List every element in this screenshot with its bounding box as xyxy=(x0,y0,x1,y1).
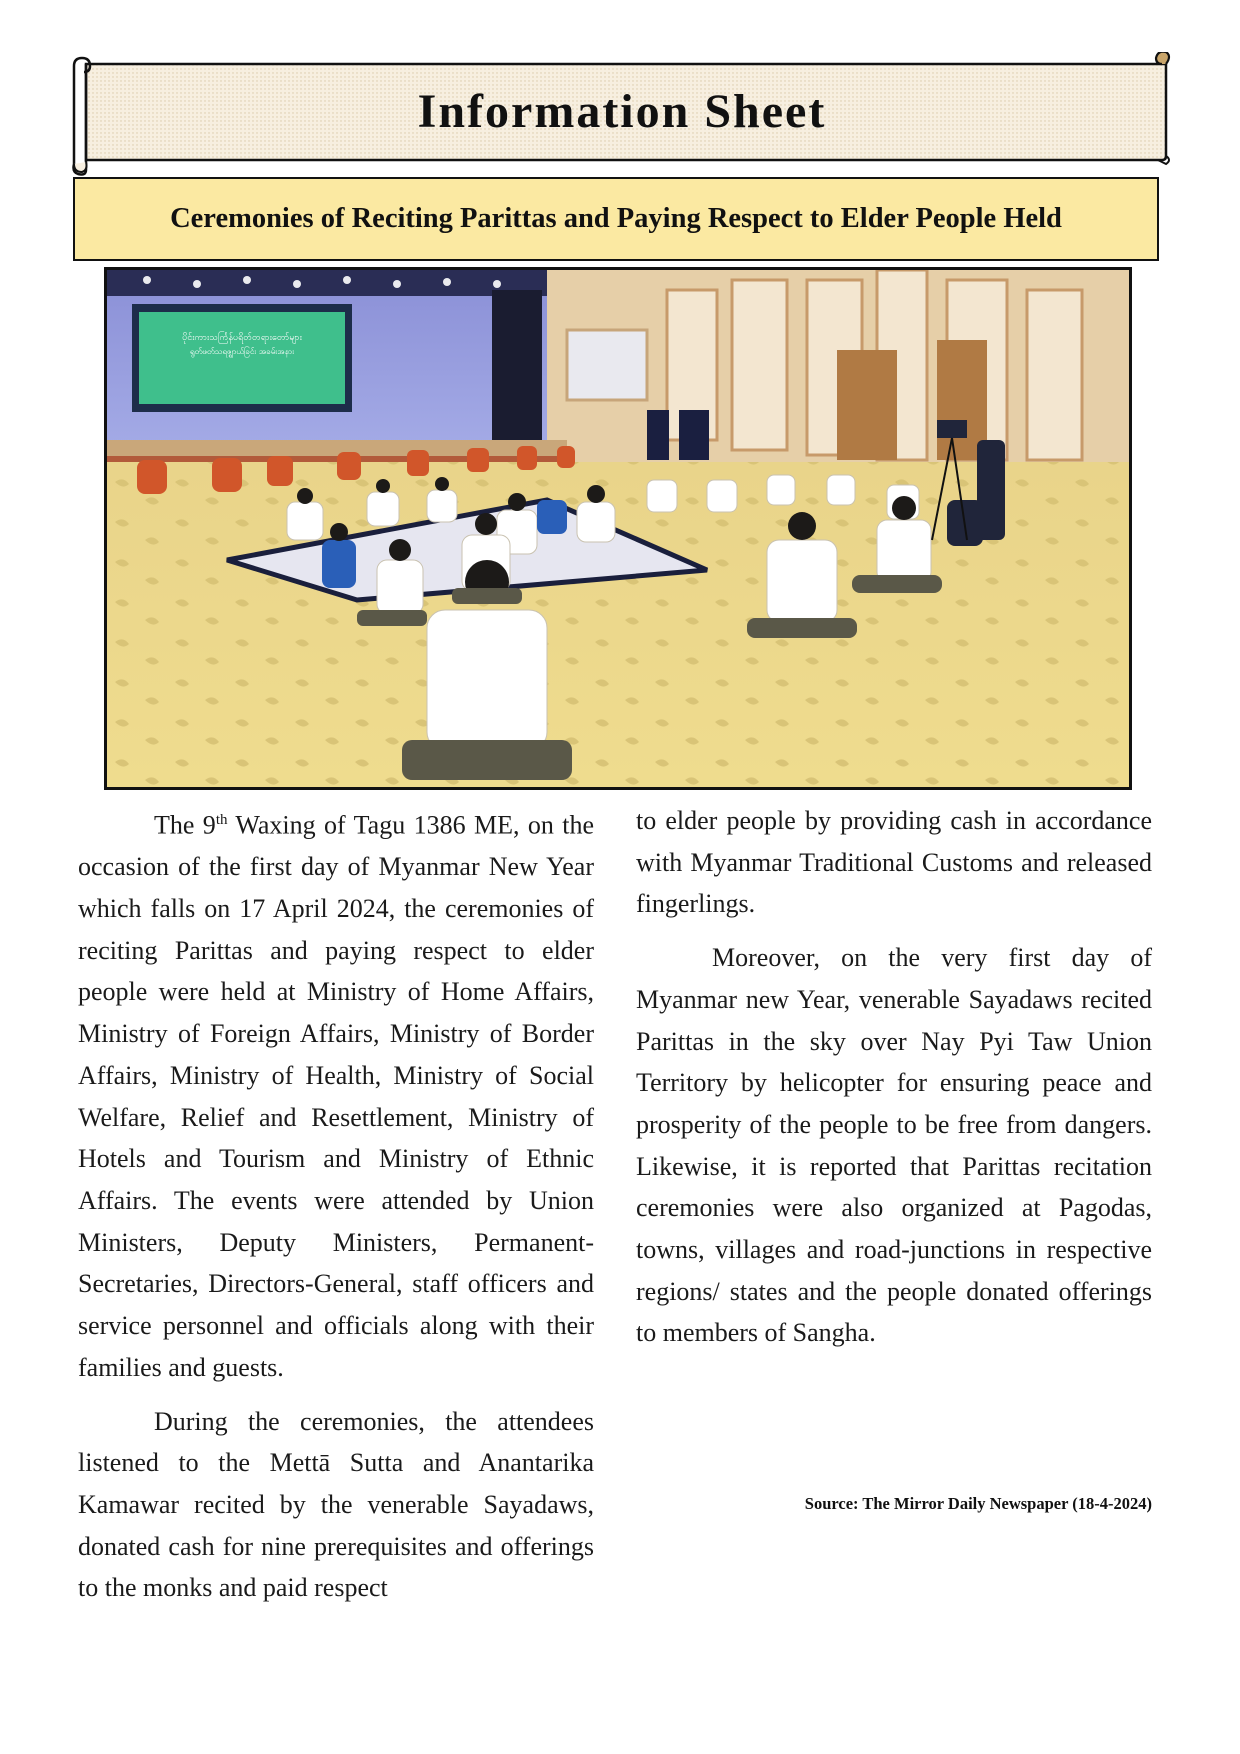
article-paragraph-1 xyxy=(78,800,594,1389)
source-credit: Source: The Mirror Daily Newspaper (18-4-2024) xyxy=(804,1494,1152,1513)
paragraph-1-start: The 9 xyxy=(154,810,216,840)
article-paragraph-3: Moreover, on the very first day of Myanmar new Year, venerable Sayadaws recited Parittas in the sky over Nay Pyi Taw Union Territory by helicopter for ensuring peace and prosperity of the people to be free from dangers. Likewise, it is reported that Parittas recitation ceremonies were also organized at Pagodas, towns, villages and road-junctions in respective regions/ states and the people donated offerings to members of Sangha. xyxy=(636,943,1152,1348)
page-title: Information Sheet xyxy=(417,85,827,138)
article-paragraph-2: During the ceremonies, the attendees listened to the Mettā Sutta and Anantarika Kamawar recited by the venerable Sayadaws, donated cash for nine prerequisites and offerings to the monks and paid respect xyxy=(78,1406,594,1603)
article-column-left xyxy=(78,800,594,1621)
ordinal-suffix: th xyxy=(215,812,228,828)
paragraph-1-rest: Waxing of Tagu 1386 ME, on the occasion of the first day of Myanmar New Year which falls on 17 April 2024, the ceremonies of reciting Parittas and paying respect to elder people were held at Ministry of Home Affairs, Ministry of Foreign Affairs, Ministry of Border Affairs, Ministry of Health, Ministry of Social Welfare, Relief and Resettlement, Ministry of Hotels and Tourism and Ministry of Ethnic Affairs. The events were attended by Union Ministers, Deputy Ministers, Permanent-Secretaries, Directors-General, staff officers and service personnel and officials along with their families and guests. xyxy=(78,810,595,1382)
ceremony-hall-illustration xyxy=(107,270,1129,787)
screen-text-1: ပိုင်းကားသင်္ကြန်ပရိတ်တရားတော်များ xyxy=(182,333,302,343)
screen-text-2: ရွတ်ဖတ်သရဇ္ဈာယ်ခြင်း အခမ်းအနား xyxy=(189,347,295,356)
article-paragraph-2-continued: to elder people by providing cash in accordance with Myanmar Traditional Customs and released fingerlings. xyxy=(636,806,1152,919)
article-headline: Ceremonies of Reciting Parittas and Paying Respect to Elder People Held xyxy=(73,177,1159,261)
title-banner xyxy=(72,52,1172,176)
ceremony-photo xyxy=(104,267,1132,790)
article-column-right xyxy=(636,800,1152,1366)
